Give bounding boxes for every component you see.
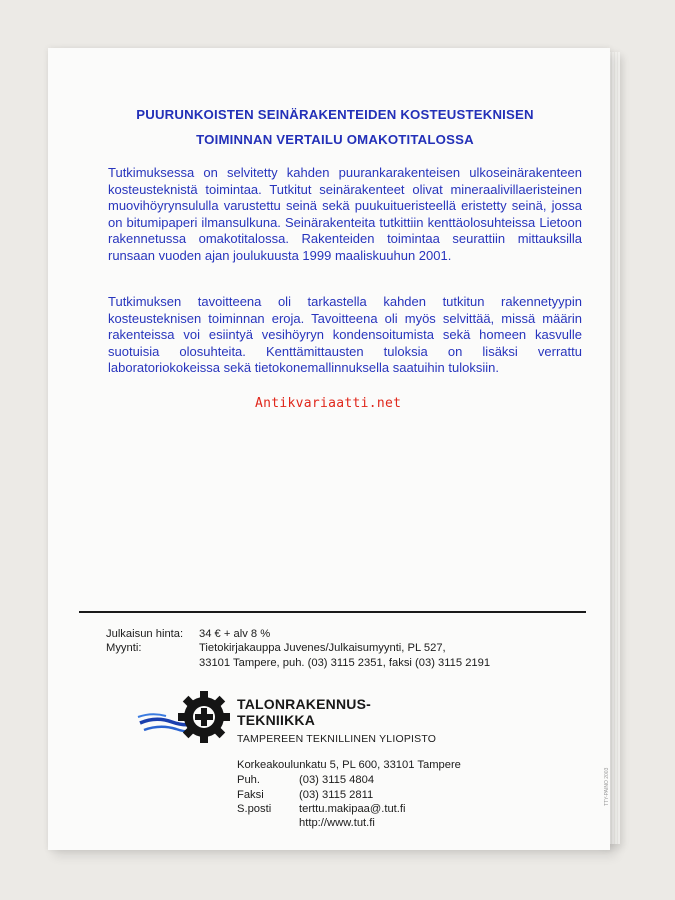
divider: [79, 611, 586, 613]
email-value: terttu.makipaa@.tut.fi: [299, 803, 406, 815]
title-line-1: PUURUNKOISTEN SEINÄRAKENTEIDEN KOSTEUSTEKNISEN: [136, 107, 534, 122]
price-label: Julkaisun hinta:: [106, 628, 184, 640]
gear-logo-icon: [136, 690, 236, 746]
phone-label: Puh.: [237, 774, 261, 786]
website: http://www.tut.fi: [299, 817, 375, 829]
department-name-line-2: TEKNIIKKA: [237, 712, 316, 728]
phone-value: (03) 3115 4804: [299, 774, 375, 786]
fax-value: (03) 3115 2811: [299, 789, 374, 801]
abstract-paragraph-1: Tutkimuksessa on selvitetty kahden puurankarakenteisen ulkoseinärakenteen kosteusteknistä toimintaa. Tutkitut seinärakenteet olivat mineraalivillaeristeinen muovihöyrynsululla varustettu seinä sekä puukuitueristeellä eristetty seinä, jossa on bitumipaperi ilmansulkuna. Seinärakenteita tutkittiin kenttäolosuhteissa Lietoon rakennetussa omakotitalossa. Rakenteiden toimintaa seurattiin mittauksilla runsaan vuoden ajan joulukuusta 1999 maaliskuuhun 2001.: [108, 165, 582, 263]
email-label: S.posti: [237, 803, 272, 815]
sales-line-1: Tietokirjakauppa Juvenes/Julkaisumyynti, PL 527,: [199, 642, 446, 654]
sales-label: Myynti:: [106, 642, 142, 654]
university-name: TAMPEREEN TEKNILLINEN YLIOPISTO: [237, 733, 437, 745]
fax-label: Faksi: [237, 789, 264, 801]
watermark: Antikvariaatti.net: [255, 396, 402, 411]
department-name-line-1: TALONRAKENNUS-: [237, 696, 371, 712]
price-value: 34 € + alv 8 %: [199, 628, 271, 640]
print-code: TTY-PAINO 2003: [604, 767, 610, 806]
title-line-2: TOIMINNAN VERTAILU OMAKOTITALOSSA: [196, 132, 474, 147]
contact-address: Korkeakoulunkatu 5, PL 600, 33101 Tampere: [237, 759, 461, 771]
sales-line-2: 33101 Tampere, puh. (03) 3115 2351, faksi (03) 3115 2191: [199, 657, 491, 669]
abstract-paragraph-2: Tutkimuksen tavoitteena oli tarkastella kahden tutkitun rakennetyypin kosteusteknisen toiminnan eroja. Tavoitteena oli myös selvittää, missä määrin rakenteissa voi esiintyä vesihöyryn kondensoitumista sekä homeen kasvulle suotuisia olosuhteita. Kenttämittausten tuloksia on lisäksi verrattu laboratoriokokeissa sekä tietokonemallinnuksella saatuihin tuloksiin.: [108, 294, 582, 376]
